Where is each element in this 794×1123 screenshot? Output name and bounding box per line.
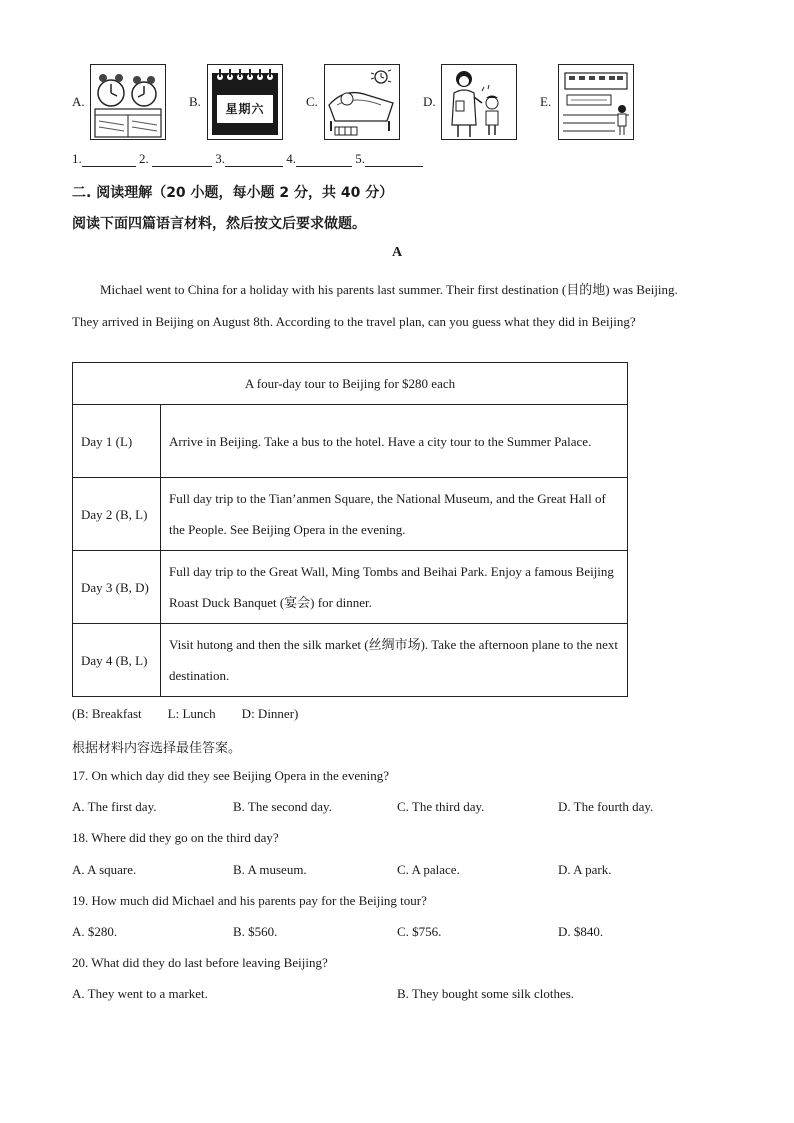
- table-header-row: [73, 363, 628, 405]
- option-19d[interactable]: D. $840.: [558, 924, 604, 939]
- calendar-text: 星期六: [225, 102, 265, 116]
- alarm-clocks-icon: [90, 64, 166, 140]
- picture-letter: D.: [423, 94, 436, 109]
- option-20a[interactable]: A. They went to a market.: [72, 986, 208, 1001]
- classroom-icon: [558, 64, 634, 140]
- picture-letter: E.: [540, 94, 552, 109]
- mother-scolding-boy-icon: [441, 64, 517, 140]
- passage-label: A: [391, 245, 403, 260]
- passage-text: Michael went to China for a holiday with his parents last summer. Their first destination (目的地) was Beijing. They arrived in Beijing on August 8th. According to the travel plan, can you guess what they did in Beijing?: [72, 282, 678, 329]
- blank-number: 3.: [215, 151, 225, 166]
- table-row: [73, 624, 628, 697]
- answer-blank-3[interactable]: [225, 154, 283, 167]
- option-17d[interactable]: D. The fourth day.: [558, 799, 654, 814]
- tour-table: [72, 362, 628, 697]
- section-title: 二. 阅读理解（20 小题，每小题 2 分，共 40 分）: [72, 185, 394, 201]
- table-row: [73, 551, 628, 624]
- description-cell: Arrive in Beijing. Take a bus to the hotel. Have a city tour to the Summer Palace.: [161, 405, 628, 478]
- sleeping-bed-icon: [324, 64, 400, 140]
- table-row: [73, 405, 628, 478]
- option-17a[interactable]: A. The first day.: [72, 799, 157, 814]
- section-instruction: 阅读下面四篇语言材料，然后按文后要求做题。: [72, 216, 366, 232]
- option-19c[interactable]: C. $756.: [397, 924, 442, 939]
- question-18: 18. Where did they go on the third day?: [72, 830, 279, 845]
- meal-legend: (B: Breakfast L: Lunch D: Dinner): [72, 706, 299, 721]
- picture-letter: A.: [72, 94, 85, 109]
- answer-blank-4[interactable]: [296, 154, 352, 167]
- option-19b[interactable]: B. $560.: [233, 924, 278, 939]
- description-cell: Full day trip to the Great Wall, Ming Tombs and Beihai Park. Enjoy a famous Beijing Roast Duck Banquet (宴会) for dinner.: [161, 551, 628, 624]
- day-cell: Day 4 (B, L): [73, 624, 161, 697]
- option-18a[interactable]: A. A square.: [72, 862, 137, 877]
- table-header: A four-day tour to Beijing for $280 each: [73, 363, 628, 405]
- day-cell: Day 1 (L): [73, 405, 161, 478]
- picture-options: [72, 64, 672, 142]
- blank-number: 1.: [72, 151, 82, 166]
- blank-number: 5.: [355, 151, 365, 166]
- calendar-saturday-icon: [207, 64, 283, 140]
- picture-letter: C.: [306, 94, 318, 109]
- day-cell: Day 2 (B, L): [73, 478, 161, 551]
- question-20: 20. What did they do last before leaving Beijing?: [72, 955, 328, 970]
- option-18c[interactable]: C. A palace.: [397, 862, 460, 877]
- question-17: 17. On which day did they see Beijing Opera in the evening?: [72, 768, 389, 783]
- description-cell: Full day trip to the Tian’anmen Square, the National Museum, and the Great Hall of the People. See Beijing Opera in the evening.: [161, 478, 628, 551]
- option-17b[interactable]: B. The second day.: [233, 799, 332, 814]
- answer-blank-5[interactable]: [365, 154, 423, 167]
- blank-number: 4.: [286, 151, 296, 166]
- blank-number: 2.: [139, 151, 149, 166]
- answer-blank-1[interactable]: [82, 154, 136, 167]
- option-18d[interactable]: D. A park.: [558, 862, 612, 877]
- option-19a[interactable]: A. $280.: [72, 924, 118, 939]
- table-row: [73, 478, 628, 551]
- option-17c[interactable]: C. The third day.: [397, 799, 485, 814]
- question-instruction: 根据材料内容选择最佳答案。: [72, 741, 242, 756]
- question-19: 19. How much did Michael and his parents pay for the Beijing tour?: [72, 893, 427, 908]
- day-cell: Day 3 (B, D): [73, 551, 161, 624]
- answer-blanks: [72, 151, 423, 167]
- option-18b[interactable]: B. A museum.: [233, 862, 307, 877]
- description-cell: Visit hutong and then the silk market (丝绸市场). Take the afternoon plane to the next destination.: [161, 624, 628, 697]
- option-20b[interactable]: B. They bought some silk clothes.: [397, 986, 575, 1001]
- picture-letter: B.: [189, 94, 201, 109]
- answer-blank-2[interactable]: [152, 154, 212, 167]
